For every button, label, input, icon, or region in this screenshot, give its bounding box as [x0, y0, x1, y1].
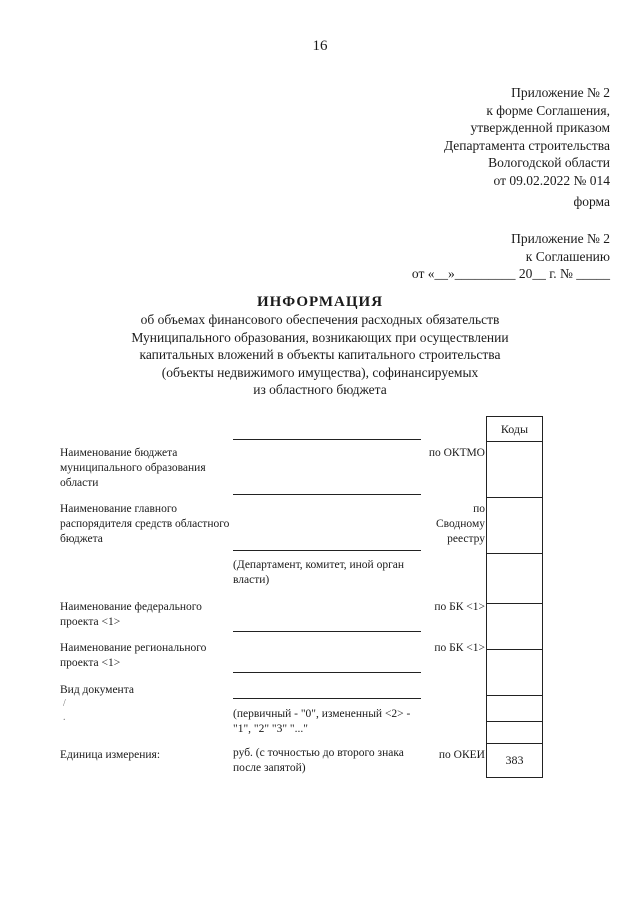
appendix-top-line: утвержденной приказом [470, 120, 610, 135]
title-line: об объемах финансового обеспечения расходных обязательств [140, 312, 500, 327]
regional-project-field[interactable] [233, 672, 421, 673]
appendix-bottom-line3: от «__»_________ 20__ г. № _____ [411, 266, 610, 281]
title-line: (объекты недвижимого имущества), софинансируемых [161, 364, 479, 380]
codes-table [486, 416, 543, 778]
budget-name-underline-top [233, 439, 421, 440]
code-cell-okei: 383 [505, 753, 524, 767]
title-line: из областного бюджета [253, 382, 387, 397]
budget-name-label: Наименование бюджета муниципального образования области [60, 447, 206, 489]
scan-mark: / [63, 698, 66, 709]
manager-note: (Департамент, комитет, иной орган власти) [233, 559, 405, 586]
manager-name-field[interactable] [233, 550, 421, 551]
appendix-top-line: Вологодской области [488, 155, 610, 170]
registry-label: по Сводному реестру [435, 503, 485, 545]
appendix-header-bottom [412, 230, 610, 283]
code-cell-regional-bk[interactable] [487, 649, 542, 696]
federal-project-label: Наименование федерального проекта <1> [60, 601, 202, 628]
federal-project-field[interactable] [233, 631, 421, 632]
codes-header: Коды [487, 417, 542, 442]
code-cell-doc-type[interactable] [487, 695, 542, 722]
okei-label: по ОКЕИ [438, 749, 485, 761]
code-cell-blank [487, 553, 542, 604]
appendix-header-top [444, 84, 610, 189]
doc-type-note: (первичный - "0", измененный <2> - "1", "2" "3" "..." [233, 708, 411, 735]
code-cell-oktmo[interactable] [487, 441, 542, 498]
regional-bk-label: по БК <1> [434, 642, 485, 654]
appendix-bottom-line1: Приложение № 2 [511, 231, 610, 246]
manager-name-label: Наименование главного распорядителя средств областного бюджета [60, 503, 230, 545]
code-cell-registry[interactable] [487, 497, 542, 554]
page-number: 16 [312, 38, 328, 54]
appendix-top-line: Департамента строительства [443, 137, 610, 153]
title-heading: ИНФОРМАЦИЯ [256, 294, 384, 310]
appendix-top-line: Приложение № 2 [511, 85, 610, 100]
code-cell-federal-bk[interactable] [487, 603, 542, 650]
scan-mark: . [63, 712, 66, 723]
document-title [90, 293, 550, 399]
doc-type-field[interactable] [233, 698, 421, 699]
form-label: форма [573, 194, 610, 209]
appendix-bottom-line2: к Соглашению [525, 248, 610, 264]
title-line: капитальных вложений в объекты капитального строительства [139, 347, 501, 362]
title-line: Муниципального образования, возникающих при осуществлении [131, 329, 509, 345]
unit-label: Единица измерения: [60, 749, 161, 761]
unit-value: руб. (с точностью до второго знака после запятой) [233, 747, 404, 774]
doc-type-label: Вид документа [60, 684, 134, 696]
code-cell-blank-2 [487, 721, 542, 744]
appendix-top-line: к форме Соглашения, [486, 102, 610, 118]
regional-project-label: Наименование регионального проекта <1> [60, 642, 207, 669]
appendix-top-line: от 09.02.2022 № 014 [493, 172, 610, 188]
oktmo-label: по ОКТМО [428, 447, 485, 459]
federal-bk-label: по БК <1> [434, 601, 485, 613]
budget-name-field[interactable] [233, 494, 421, 495]
